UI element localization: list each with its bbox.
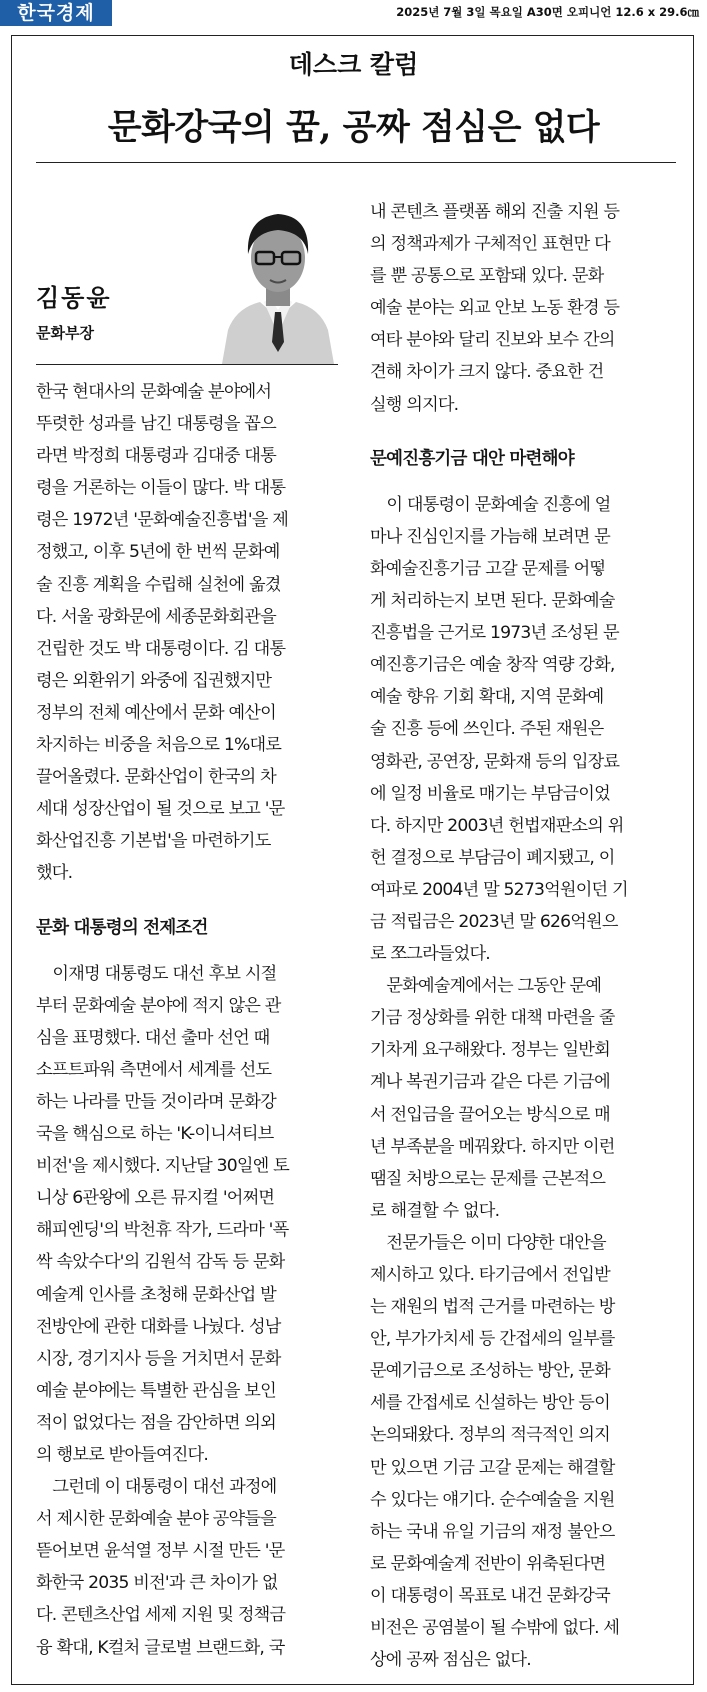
text-line: 금 적립금은 2023년 말 626억원으 — [370, 911, 618, 932]
text-line: 예술계 인사를 초청해 문화산업 발 — [36, 1284, 276, 1305]
text-line: 이 대통령이 문화예술 진흥에 얼 — [370, 494, 611, 515]
text-line: 문예기금으로 조성하는 방안, 문화 — [370, 1361, 610, 1382]
issue-meta: 2025년 7월 3일 목요일 A30면 오피니언 12.6 x 29.6㎝ — [396, 5, 699, 19]
text-line: 뜯어보면 윤석열 정부 시절 만든 '문 — [36, 1541, 285, 1562]
subheading: 문화 대통령의 전제조건 — [36, 917, 208, 938]
text-line: 에 일정 비율로 매기는 부담금이었 — [370, 783, 610, 804]
masthead — [0, 0, 707, 30]
text-line: 정했고, 이후 5년에 한 번씩 문화예 — [36, 542, 280, 563]
text-line: 한국 현대사의 문화예술 분야에서 — [36, 382, 272, 402]
text-line: 논의돼왔다. 정부의 적극적인 의지 — [370, 1425, 610, 1446]
headline: 문화강국의 꿈, 공짜 점심은 없다 — [107, 107, 600, 148]
text-line: 세대 성장산업이 될 것으로 보고 '문 — [36, 799, 285, 820]
text-line: 소프트파워 측면에서 세계를 선도 — [36, 1059, 272, 1080]
right-column — [370, 196, 666, 1676]
paragraph — [370, 196, 666, 421]
text-line: 국을 핵심으로 하는 'K-이니셔티브 — [36, 1124, 274, 1145]
paragraph — [36, 376, 332, 890]
text-line: 마나 진심인지를 가늠해 보려면 문 — [370, 526, 610, 547]
text-line: 비전은 공염불이 될 수밖에 없다. 세 — [370, 1618, 620, 1639]
text-line: 예술 향유 기회 확대, 지역 문화예 — [370, 687, 604, 708]
text-line: 그런데 이 대통령이 대선 과정에 — [36, 1477, 277, 1498]
text-line: 여파로 2004년 말 5273억원이던 기 — [370, 879, 628, 900]
subheading: 문예진흥기금 대안 마련해야 — [370, 448, 574, 469]
text-line: 견해 차이가 크지 않다. 중요한 건 — [370, 362, 604, 383]
column-kicker: 데스크 칼럼 — [288, 50, 419, 79]
text-line: 문화예술계에서는 그동안 문예 — [370, 976, 602, 997]
text-line: 끌어올렸다. 문화산업이 한국의 차 — [36, 767, 276, 788]
text-line: 니상 6관왕에 오른 뮤지컬 '어쩌면 — [36, 1188, 275, 1209]
text-line: 라면 박정희 대통령과 김대중 대통 — [36, 446, 276, 467]
text-line: 서 제시한 문화예술 분야 공약들을 — [36, 1509, 276, 1530]
text-line: 화산업진흥 기본법'을 마련하기도 — [36, 831, 271, 852]
text-line: 화한국 2035 비전'과 큰 차이가 없 — [36, 1573, 278, 1594]
text-line: 하는 국내 유일 기금의 재정 불안으 — [370, 1521, 615, 1542]
text-line: 싹 속았수다'의 김원석 감독 등 문화 — [36, 1252, 285, 1273]
paragraph — [370, 970, 666, 1227]
text-line: 세를 간접세로 신설하는 방안 등이 — [370, 1393, 610, 1414]
text-line: 령을 거론하는 이들이 많다. 박 대통 — [36, 478, 286, 499]
text-line: 건립한 것도 박 대통령이다. 김 대통 — [36, 638, 286, 659]
text-line: 술 진흥 등에 쓰인다. 주된 재원은 — [370, 719, 604, 740]
text-line: 수 있다는 얘기다. 순수예술을 지원 — [370, 1489, 615, 1510]
text-line: 상에 공짜 점심은 없다. — [370, 1650, 531, 1671]
paragraph — [36, 958, 332, 1472]
text-line: 제시하고 있다. 타기금에서 전입받 — [370, 1265, 610, 1285]
text-line: 심을 표명했다. 대선 출마 선언 때 — [36, 1027, 270, 1048]
paragraph — [370, 489, 666, 970]
text-line: 령은 외환위기 와중에 집권했지만 — [36, 670, 272, 691]
text-line: 이재명 대통령도 대선 후보 시절 — [36, 963, 277, 984]
text-line: 의 정책과제가 구체적인 표현만 다 — [370, 234, 610, 255]
text-line: 뚜렷한 성과를 남긴 대통령을 꼽으 — [36, 414, 276, 435]
text-line: 정부의 전체 예산에서 문화 예산이 — [36, 702, 276, 723]
text-line: 기금 정상화를 위한 대책 마련을 줄 — [370, 1008, 615, 1029]
text-line: 진흥법을 근거로 1973년 조성된 문 — [370, 623, 619, 644]
text-line: 년 부족분을 메꿔왔다. 하지만 이런 — [370, 1136, 615, 1157]
text-line: 전문가들은 이미 다양한 대안을 — [370, 1232, 606, 1253]
headline-rule — [36, 162, 676, 163]
text-line: 로 문화예술계 전반이 위축된다면 — [370, 1553, 606, 1574]
text-line: 융 확대, K컬처 글로벌 브랜드화, 국 — [36, 1637, 285, 1658]
text-line: 예술 분야에는 특별한 관심을 보인 — [36, 1380, 276, 1401]
text-line: 다. 하지만 2003년 헌법재판소의 위 — [370, 815, 624, 836]
author-name: 김동윤 — [36, 283, 112, 312]
text-line: 만 있으면 기금 고갈 문제는 해결할 — [370, 1457, 615, 1478]
text-line: 전방안에 관한 대화를 나눴다. 성남 — [36, 1316, 281, 1337]
text-line: 비전'을 제시했다. 지난달 30일엔 토 — [36, 1156, 289, 1177]
text-line: 는 재원의 법적 근거를 마련하는 방 — [370, 1297, 615, 1318]
author-box — [36, 192, 338, 365]
text-line: 적이 없었다는 점을 감안하면 의외 — [36, 1412, 276, 1433]
text-line: 령은 1972년 '문화예술진흥법'을 제 — [36, 510, 289, 531]
text-line: 술 진흥 계획을 수립해 실천에 옮겼 — [36, 574, 281, 595]
author-portrait — [218, 192, 338, 364]
text-line: 하는 나라를 만들 것이라며 문화강 — [36, 1091, 276, 1112]
text-line: 영화관, 공연장, 문화재 등의 입장료 — [370, 751, 620, 772]
text-line: 계나 복권기금과 같은 다른 기금에 — [370, 1072, 610, 1093]
paragraph — [370, 1227, 666, 1676]
author-title: 문화부장 — [36, 324, 94, 342]
text-line: 땜질 처방으로는 문제를 근본적으 — [370, 1168, 606, 1189]
text-line: 다. 콘텐츠산업 세제 지원 및 정책금 — [36, 1605, 286, 1626]
text-line: 를 뿐 공통으로 포함돼 있다. 문화 — [370, 266, 604, 287]
text-line: 이 대통령이 목표로 내건 문화강국 — [370, 1585, 610, 1606]
text-line: 로 해결할 수 없다. — [370, 1200, 500, 1221]
newspaper-logo: 한국경제 — [0, 0, 112, 26]
text-line: 게 처리하는지 보면 된다. 문화예술 — [370, 591, 615, 612]
paragraph — [36, 1471, 332, 1664]
text-line: 의 행보로 받아들여진다. — [36, 1445, 209, 1465]
text-line: 실행 의지다. — [370, 394, 459, 415]
text-line: 내 콘텐츠 플랫폼 해외 진출 지원 등 — [370, 202, 620, 222]
text-line: 로 쪼그라들었다. — [370, 944, 490, 965]
text-line: 예진흥기금은 예술 창작 역량 강화, — [370, 655, 615, 676]
text-line: 했다. — [36, 863, 73, 884]
text-line: 차지하는 비중을 처음으로 1%대로 — [36, 735, 282, 756]
text-line: 기차게 요구해왔다. 정부는 일반회 — [370, 1040, 610, 1061]
text-line: 다. 서울 광화문에 세종문화회관을 — [36, 606, 276, 627]
text-line: 예술 분야는 외교 안보 노동 환경 등 — [370, 298, 620, 319]
text-line: 여타 분야와 달리 진보와 보수 간의 — [370, 330, 615, 351]
text-line: 안, 부가가치세 등 간접세의 일부를 — [370, 1329, 615, 1350]
text-line: 서 전입금을 끌어오는 방식으로 매 — [370, 1104, 610, 1125]
left-column — [36, 376, 332, 1664]
text-line: 헌 결정으로 부담금이 폐지됐고, 이 — [370, 847, 615, 868]
text-line: 부터 문화예술 분야에 적지 않은 관 — [36, 995, 281, 1016]
text-line: 해피엔딩'의 박천휴 작가, 드라마 '폭 — [36, 1220, 289, 1241]
text-line: 시장, 경기지사 등을 거치면서 문화 — [36, 1348, 281, 1369]
text-line: 화예술진흥기금 고갈 문제를 어떻 — [370, 558, 606, 579]
